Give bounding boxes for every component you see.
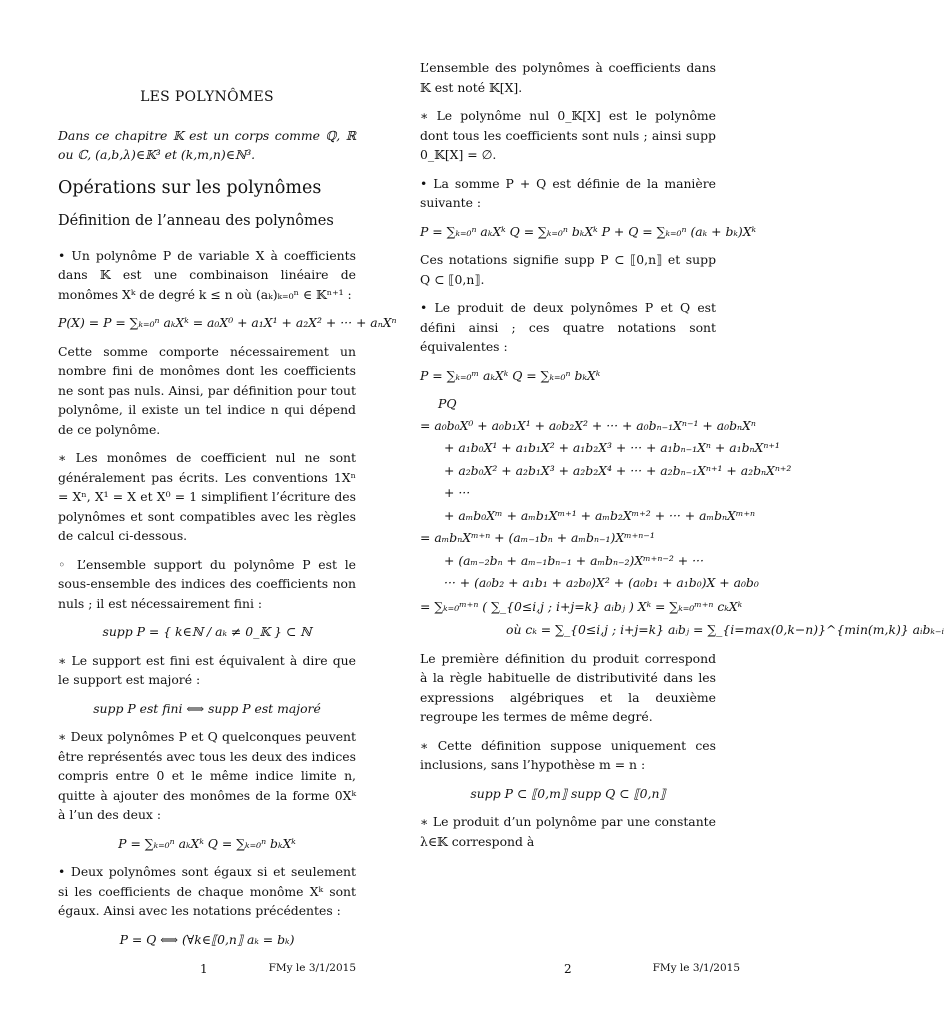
equation-product-regrouped-1: = aₘbₙXᵐ⁺ⁿ + (aₘ₋₁bₙ + aₘbₙ₋₁)Xᵐ⁺ⁿ⁻¹ (420, 530, 655, 545)
equation-coefficient-ck: où cₖ = ∑_{0≤i,j ; i+j=k} aᵢbⱼ = ∑_{i=max(0,k−n)}^{min(m,k)} aᵢbₖ₋ᵢ (506, 622, 944, 637)
equation-product-line-2: + a₁b₀X¹ + a₁b₁X² + a₁b₂X³ + ··· + a₁bₙ₋₁Xⁿ + a₁bₙXⁿ⁺¹ (444, 440, 780, 455)
chapter-intro: Dans ce chapitre 𝕂 est un corps comme ℚ, ℝ ou ℂ, (a,b,λ)∈𝕂³ et (k,m,n)∈ℕ³. (58, 127, 356, 162)
equation-product-regrouped-2: + (aₘ₋₂bₙ + aₘ₋₁bₙ₋₁ + aₘbₙ₋₂)Xᵐ⁺ⁿ⁻² + ··· (444, 552, 704, 568)
equation-product-regrouped-3: ··· + (a₀b₂ + a₁b₁ + a₂b₀)X² + (a₀b₁ + a₁b₀)X + a₀b₀ (444, 575, 759, 590)
equation-support-equivalence: supp P est fini ⟺ supp P est majoré (93, 700, 321, 716)
equation-equality: P = Q ⟺ (∀k∈⟦0,n⟧ aₖ = bₖ) (119, 931, 295, 947)
equation-product-line-1: = a₀b₀X⁰ + a₀b₁X¹ + a₀b₂X² + ··· + a₀bₙ₋₁Xⁿ⁻¹ + a₀bₙXⁿ (420, 417, 756, 433)
equation-pq-label: PQ (438, 396, 457, 411)
equation-support-inclusions: supp P ⊂ ⟦0,m⟧ supp Q ⊂ ⟦0,n⟧ (470, 785, 666, 801)
equation-p-q-product-operands: P = ∑ₖ₌₀ᵐ aₖXᵏ Q = ∑ₖ₌₀ⁿ bₖXᵏ (420, 367, 601, 383)
section-heading: Opérations sur les polynômes (58, 177, 322, 198)
page-1 (0, 0, 397, 1024)
paragraph-scalar-product: ∗ Le produit d’un polynôme par une constante λ∈𝕂 correspond à (420, 814, 716, 849)
paragraph-equality: • Deux polynômes sont égaux si et seulement si les coefficients de chaque monôme Xᵏ sont égaux. Ainsi avec les notations précédentes : (58, 864, 356, 918)
footer-date: FMy le 3/1/2015 (652, 962, 740, 974)
paragraph-support-bounded: ∗ Le support est fini est équivalent à dire que le support est majoré : (58, 652, 356, 687)
paragraph-product-remark: Le première définition du produit correspond à la règle habituelle de distributivité dans les expressions algébriques et la deuxième regroupe les termes de même degré. (420, 650, 716, 724)
document-title: LES POLYNÔMES (140, 89, 274, 105)
equation-product-sum-form: = ∑ₖ₌₀ᵐ⁺ⁿ ( ∑_{0≤i,j ; i+j=k} aᵢbⱼ ) Xᵏ = ∑ₖ₌₀ᵐ⁺ⁿ cₖXᵏ (420, 598, 743, 614)
equation-product-line-3: + a₂b₀X² + a₂b₁X³ + a₂b₂X⁴ + ··· + a₂bₙ₋₁Xⁿ⁺¹ + a₂bₙXⁿ⁺² (444, 462, 792, 478)
page-number: 2 (564, 962, 572, 976)
equation-sum: P = ∑ₖ₌₀ⁿ aₖXᵏ Q = ∑ₖ₌₀ⁿ bₖXᵏ P + Q = ∑ₖ₌₀ⁿ (aₖ + bₖ)Xᵏ (420, 223, 757, 239)
paragraph-polynomial-definition: • Un polynôme P de variable X à coefficients dans 𝕂 est une combinaison linéaire de monômes Xᵏ de degré k ≤ n où (aₖ)ₖ₌₀ⁿ ∈ 𝕂ⁿ⁺¹ : (58, 247, 356, 302)
equation-product-line-5: + aₘb₀Xᵐ + aₘb₁Xᵐ⁺¹ + aₘb₂Xᵐ⁺² + ··· + aₘbₙXᵐ⁺ⁿ (444, 507, 756, 523)
paragraph-product-hypothesis: ∗ Cette définition suppose uniquement ces inclusions, sans l’hypothèse m = n : (420, 737, 716, 772)
paragraph-conventions: ∗ Les monômes de coefficient nul ne sont généralement pas écrits. Les conventions 1Xⁿ = Xⁿ, X¹ = X et X⁰ = 1 simplifient l’écriture des polynômes et sont compatibles avec les règles de calcul ci-dessous. (58, 450, 356, 543)
paragraph-zero-polynomial: ∗ Le polynôme nul 0_𝕂[X] est le polynôme dont tous les coefficients sont nuls ; ainsi supp 0_𝕂[X] = ∅. (420, 108, 716, 162)
paragraph-two-polynomials: ∗ Deux polynômes P et Q quelconques peuvent être représentés avec tous les deux des indices compris entre 0 et le même indice limite n, quitte à ajouter des monômes de la forme 0Xᵏ à l’un des deux : (58, 729, 356, 822)
paragraph-finite-monomials: Cette somme comporte nécessairement un nombre fini de monômes dont les coefficients ne sont pas nuls. Ainsi, par définition pour tout polynôme, il existe un tel indice n qui dépend de ce polynôme. (58, 343, 356, 437)
page-1-content (58, 60, 397, 958)
equation-support-definition: supp P = { k∈ℕ / aₖ ≠ 0_𝕂 } ⊂ ℕ (102, 624, 312, 639)
footer-date: FMy le 3/1/2015 (268, 962, 356, 974)
page-2-content (420, 58, 944, 860)
equation-polynomial-sum: P(X) = P = ∑ₖ₌₀ⁿ aₖXᵏ = a₀X⁰ + a₁X¹ + a₂X² + ··· + aₙXⁿ (58, 315, 397, 330)
equation-p-and-q: P = ∑ₖ₌₀ⁿ aₖXᵏ Q = ∑ₖ₌₀ⁿ bₖXᵏ (118, 835, 296, 851)
paragraph-product-definition: • Le produit de deux polynômes P et Q est défini ainsi ; ces quatre notations sont équivalentes : (420, 300, 716, 354)
page-2 (384, 0, 944, 1024)
paragraph-sum-definition: • La somme P + Q est définie de la manière suivante : (420, 175, 716, 210)
page-number: 1 (200, 962, 208, 976)
paragraph-support: ◦ L’ensemble support du polynôme P est le sous-ensemble des indices des coefficients non nuls ; il est nécessairement fini : (58, 556, 356, 611)
subsection-heading: Définition de l’anneau des polynômes (58, 213, 334, 229)
equation-product-line-4: + ··· (444, 485, 471, 500)
paragraph-sum-notation: Ces notations signifie supp P ⊂ ⟦0,n⟧ et supp Q ⊂ ⟦0,n⟧. (420, 252, 716, 287)
paragraph-ring-notation: L’ensemble des polynômes à coefficients dans 𝕂 est noté 𝕂[X]. (420, 60, 716, 95)
